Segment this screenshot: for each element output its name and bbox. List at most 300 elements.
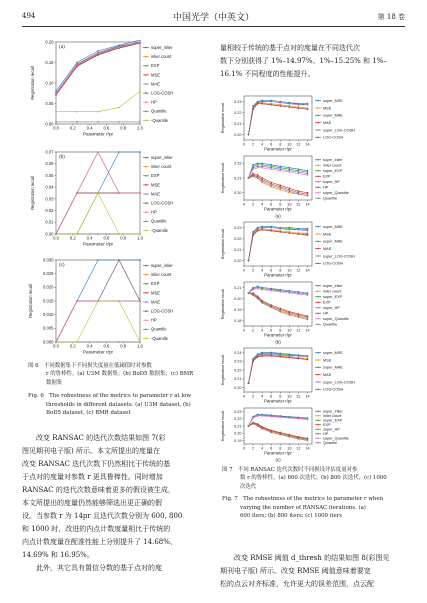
series-line (56, 91, 140, 112)
x-tick-label: 14 (305, 202, 310, 207)
x-tick-label: 0.8 (120, 343, 127, 349)
legend-marker (317, 290, 319, 292)
legend-label: super_LOG-COSH (323, 128, 355, 133)
series-line (56, 42, 140, 95)
data-point (289, 232, 291, 234)
y-axis-label: Registration recall (221, 102, 225, 134)
y-tick-label: 0.05 (45, 172, 54, 178)
data-point (139, 121, 141, 123)
data-point (118, 300, 120, 302)
data-point (55, 121, 57, 123)
body-line: 期刊电子版) 所示。改变 RMSE 阈值意味着要宽 (220, 567, 371, 575)
legend-label: HP (323, 432, 329, 437)
data-point (76, 64, 78, 66)
legend-label: HP (151, 209, 157, 215)
x-tick-label: 6 (270, 268, 273, 273)
x-axis-label: Parameter r/pr (264, 332, 292, 338)
data-point (307, 104, 309, 106)
y-tick-label: 0.05 (45, 100, 54, 106)
data-point (261, 428, 263, 430)
fig6-caption-en-line: thresholds in different datasets. (a) U3M dataset, (b) (46, 401, 191, 408)
data-point (139, 40, 141, 41)
legend-marker (317, 312, 319, 314)
series-line (56, 40, 140, 91)
legend-marker (317, 170, 319, 172)
data-point (279, 185, 281, 187)
chart-fig7c_bottom (221, 408, 349, 462)
data-point (261, 177, 263, 179)
data-point (289, 292, 291, 294)
data-point (139, 341, 141, 343)
data-point (248, 292, 250, 294)
y-axis-label: Registration recall (30, 66, 35, 100)
data-point (279, 291, 281, 293)
data-point (289, 229, 291, 231)
legend-label: MAE (151, 81, 161, 87)
data-point (270, 307, 272, 309)
series-line (56, 193, 140, 234)
legend-marker (317, 100, 319, 102)
data-point (270, 182, 272, 184)
data-point (298, 170, 300, 172)
legend-label: LOG-COSH (151, 200, 174, 206)
data-point (252, 165, 254, 167)
x-tick-label: 6 (270, 446, 273, 451)
legend-marker (317, 424, 319, 426)
legend-marker (317, 181, 319, 183)
chart-fig7c_top (221, 348, 355, 404)
data-point (76, 62, 78, 64)
legend-marker (317, 164, 319, 166)
x-tick-label: 4 (261, 202, 264, 207)
data-point (55, 111, 57, 113)
legend-marker (317, 186, 319, 188)
data-point (97, 53, 99, 55)
page-number: 494 (22, 12, 36, 20)
data-point (270, 430, 272, 432)
x-tick-label: 2 (252, 394, 255, 399)
data-point (289, 417, 291, 419)
data-point (118, 47, 120, 49)
data-point (76, 341, 78, 343)
legend-marker (317, 296, 319, 298)
data-point (55, 233, 57, 235)
y-tick-label: 0.23 (234, 99, 242, 104)
x-tick-label: 0.6 (103, 235, 110, 241)
x-tick-label: 0.8 (120, 235, 127, 241)
data-point (252, 234, 254, 236)
x-tick-label: 4 (261, 328, 264, 333)
y-axis-label: Registration recall (221, 288, 225, 320)
legend-marker (317, 115, 319, 117)
data-point (97, 121, 99, 123)
legend-label: EXP (151, 281, 160, 287)
x-axis-label: Parameter r/pr (264, 272, 292, 278)
data-point (307, 319, 309, 321)
x-tick-label: 0.6 (103, 125, 110, 131)
y-tick-label: 0.00 (45, 231, 54, 237)
data-point (257, 424, 259, 426)
series-line (56, 301, 140, 342)
legend-marker (317, 233, 319, 235)
series-line (56, 42, 140, 94)
data-point (261, 355, 263, 357)
data-point (252, 173, 254, 175)
y-tick-label: 0.06 (45, 161, 54, 167)
data-point (261, 229, 263, 231)
legend-label: super_EXP (323, 295, 343, 300)
data-point (76, 111, 78, 113)
right-top-text (220, 42, 410, 81)
legend-label: LOG-COSH (151, 308, 174, 314)
legend-label: Quantile (151, 326, 167, 332)
data-point (261, 287, 263, 289)
x-tick-label: 12 (296, 328, 301, 333)
y-tick-label: 0.22 (234, 417, 242, 422)
legend-label: HP (323, 311, 329, 316)
data-point (97, 259, 99, 261)
fig7-caption-cn-line: 数 r 的鲁棒性。(a) 600 次迭代；(b) 800 次迭代；(c) 1000 (240, 475, 387, 482)
data-point (261, 182, 263, 184)
x-tick-label: 4 (261, 268, 264, 273)
data-point (279, 228, 281, 230)
x-tick-label: 12 (296, 202, 301, 207)
body-line: 本文所提出的度量仍然能够筛选出更正确的假 (22, 499, 162, 507)
legend-marker (317, 301, 319, 303)
x-tick-label: 8 (279, 328, 282, 333)
x-tick-label: 0 (242, 268, 246, 273)
data-point (261, 415, 263, 417)
data-point (261, 163, 263, 165)
fig6-caption (28, 362, 210, 417)
legend-label: super_HP (323, 180, 340, 185)
y-axis-label: Registration recall (221, 354, 225, 386)
x-tick-label: 2 (252, 268, 255, 273)
data-point (118, 259, 120, 261)
x-tick-label: 0 (242, 394, 246, 399)
legend-label: super_inlier (151, 262, 173, 268)
y-axis-label: Registration recall (221, 162, 225, 194)
legend-marker (145, 101, 147, 103)
legend-label: super_inlier (151, 154, 173, 160)
data-point (270, 101, 272, 103)
data-point (97, 50, 99, 52)
y-tick-label: 0.21 (234, 176, 242, 181)
series-line (56, 193, 140, 234)
data-point (252, 176, 254, 178)
data-point (97, 111, 99, 113)
body-line: 此外，其它具有置信分数的基于点对的度 (36, 564, 162, 572)
body-line: 改变 RANSAC 迭代次数下仍然相比于传统的基 (22, 460, 171, 468)
legend-label: super_EXP (323, 418, 343, 423)
data-point (307, 170, 309, 172)
data-point (252, 167, 254, 169)
legend-marker (317, 437, 319, 439)
legend-marker (317, 107, 319, 109)
data-point (298, 190, 300, 192)
y-tick-label: 0.07 (45, 149, 54, 155)
x-tick-label: 4 (261, 446, 264, 451)
data-point (97, 341, 99, 343)
data-point (261, 427, 263, 429)
legend-marker (145, 92, 147, 94)
y-tick-label: 0.23 (234, 359, 242, 364)
legend-marker (145, 230, 147, 232)
data-point (298, 168, 300, 170)
data-point (270, 432, 272, 434)
series-line (56, 42, 140, 94)
legend-marker (317, 428, 319, 430)
legend-marker (145, 338, 147, 340)
x-tick-label: 8 (279, 268, 282, 273)
data-point (257, 103, 259, 105)
x-tick-label: 0.4 (86, 343, 93, 349)
data-point (139, 192, 141, 194)
legend-marker (145, 265, 147, 267)
data-point (279, 167, 281, 169)
legend-marker (317, 192, 319, 194)
legend-marker (317, 415, 319, 417)
fig7-caption-cn-line: 次迭代 (240, 483, 257, 490)
data-point (118, 341, 120, 343)
x-tick-label: 0 (242, 142, 246, 147)
data-point (307, 419, 309, 421)
y-tick-label: 0.030 (43, 257, 54, 263)
data-point (252, 423, 254, 425)
data-point (97, 192, 99, 194)
data-point (298, 437, 300, 439)
legend-marker (317, 241, 319, 243)
x-tick-label: 4 (261, 394, 264, 399)
data-point (289, 357, 291, 359)
y-tick-label: 0.20 (234, 386, 242, 390)
chart-fig6c (28, 257, 173, 354)
data-point (298, 104, 300, 106)
legend-marker (317, 381, 319, 383)
figure-7 (218, 90, 410, 462)
legend-marker (145, 274, 147, 276)
data-point (261, 167, 263, 169)
legend-label: super_Quantile (323, 317, 349, 322)
legend-marker (145, 47, 147, 49)
y-tick-label: 0.19 (234, 307, 242, 312)
legend-label: super_EXP (323, 169, 343, 174)
data-point (261, 101, 263, 103)
x-tick-label: 10 (287, 328, 292, 333)
legend-marker (317, 307, 319, 309)
y-tick-label: 0.21 (234, 377, 242, 382)
data-point (261, 165, 263, 167)
x-tick-label: 2 (252, 446, 255, 451)
data-point (76, 233, 78, 235)
series-line (249, 356, 308, 383)
x-tick-label: 10 (287, 202, 292, 207)
legend-label: MSE (323, 358, 332, 363)
data-point (76, 300, 78, 302)
x-tick-label: 0.0 (53, 125, 59, 131)
data-point (252, 360, 254, 362)
chart-fig7a_top (221, 96, 355, 152)
data-point (307, 230, 309, 232)
legend-marker (317, 255, 319, 257)
data-point (257, 165, 259, 167)
legend-label: super_Quantile (323, 191, 349, 196)
x-axis-label: Parameter r/pr (82, 131, 114, 137)
series-line (249, 356, 308, 383)
data-point (270, 227, 272, 229)
body-line: 数下分别获得了 1%–14.97%、1%–15.25% 和 1%– (220, 57, 387, 65)
data-point (289, 171, 291, 173)
legend-label: super_MSE (323, 351, 343, 356)
legend-label: super_HP (323, 427, 340, 432)
x-tick-label: 0.4 (86, 125, 93, 131)
data-point (270, 165, 272, 167)
legend-marker (145, 283, 147, 285)
data-point (261, 289, 263, 291)
legend-label: MAE (151, 191, 161, 197)
legend-label: MSE (151, 290, 161, 296)
data-point (257, 354, 259, 356)
legend-marker (145, 111, 147, 113)
y-tick-label: 0.22 (234, 236, 242, 241)
fig6-caption-en-line: Fig. 6 The robustness of the metrics to parameter r at low (28, 393, 191, 400)
legend-marker (145, 65, 147, 67)
legend-marker (317, 263, 319, 265)
legend-label: HP (151, 317, 157, 323)
data-point (76, 121, 78, 123)
legend-label: MAE (323, 247, 332, 252)
legend-marker (145, 329, 147, 331)
data-point (248, 260, 250, 262)
y-tick-label: 0.000 (43, 339, 54, 345)
data-point (298, 192, 300, 194)
data-point (270, 288, 272, 290)
series-line (56, 301, 140, 342)
data-point (270, 290, 272, 292)
y-tick-label: 0.01 (45, 219, 54, 225)
panel-label: (a) (59, 45, 65, 51)
x-tick-label: 14 (305, 142, 310, 147)
legend-label: super_LOG-COSH (323, 254, 355, 259)
legend-label: super_inlier (151, 44, 173, 50)
right-figure-area (218, 90, 410, 466)
data-point (270, 104, 272, 106)
legend-label: EXP (323, 423, 331, 428)
data-point (55, 341, 57, 343)
legend-label: -Quantile (151, 117, 168, 123)
data-point (289, 167, 291, 169)
data-point (298, 438, 300, 440)
fig6-caption-cn-line: 图 6 不同数据集下不同损失度量在低阈值时对参数 (28, 363, 152, 369)
legend-label: EXP (323, 174, 331, 179)
series-line (56, 42, 140, 93)
data-point (307, 316, 309, 318)
data-point (289, 435, 291, 437)
legend-marker (317, 129, 319, 131)
data-point (289, 355, 291, 357)
x-axis-label: Parameter r/pr (82, 241, 114, 247)
chart-fig7b_top (221, 222, 355, 278)
fig6-caption-cn-line: 数据集 (46, 379, 63, 386)
data-point (279, 102, 281, 104)
x-tick-label: 12 (296, 394, 301, 399)
data-point (257, 230, 259, 232)
y-tick-label: 0.00 (45, 121, 54, 127)
x-tick-label: 14 (305, 394, 310, 399)
x-tick-label: 10 (287, 268, 292, 273)
data-point (307, 173, 309, 175)
y-tick-label: 0.18 (234, 318, 242, 323)
legend-label: EXP (151, 63, 160, 69)
x-tick-label: 0.2 (69, 125, 76, 131)
data-point (261, 180, 263, 182)
x-tick-label: 0.0 (53, 235, 59, 241)
data-point (261, 353, 263, 355)
x-tick-label: 12 (296, 142, 301, 147)
data-point (270, 230, 272, 232)
volume-label: 第 18 卷 (377, 13, 405, 21)
data-point (298, 229, 300, 231)
data-point (252, 174, 254, 176)
data-point (252, 294, 254, 296)
left-body-text (22, 432, 212, 575)
body-line: 和 1000 时，改进的内点计数度量相比于传统的 (22, 525, 171, 533)
legend-marker (145, 301, 147, 303)
legend-marker (317, 137, 319, 139)
data-point (270, 168, 272, 170)
legend-marker (317, 359, 319, 361)
x-tick-label: 0.2 (69, 343, 76, 349)
legend-label: Quantile (151, 108, 167, 114)
y-tick-label: 0.010 (43, 312, 54, 318)
data-point (257, 288, 259, 290)
data-point (252, 108, 254, 110)
data-point (289, 192, 291, 194)
data-point (279, 165, 281, 167)
legend-marker (317, 410, 319, 412)
body-line: 改变 RMSE 阈值 d_thresh 的结果如图 8(彩图见 (234, 554, 390, 562)
y-tick-label: 0.020 (43, 284, 54, 290)
x-tick-label: 2 (252, 202, 255, 207)
data-point (257, 164, 259, 166)
data-point (298, 355, 300, 357)
chart-fig6a (30, 40, 173, 136)
legend-label: MAE (323, 373, 332, 378)
legend-label: LOG-COSH (323, 387, 344, 392)
data-point (279, 434, 281, 436)
data-point (139, 151, 141, 153)
data-point (307, 108, 309, 110)
x-tick-label: 8 (279, 142, 282, 147)
data-point (139, 233, 141, 235)
legend-label: EXP (323, 300, 331, 305)
legend-label: inlier count (323, 289, 342, 294)
data-point (252, 232, 254, 234)
legend-marker (145, 292, 147, 294)
body-line: 于点对的度量对参数 r 更具鲁棒性。同时增加 (22, 473, 163, 481)
x-tick-label: 10 (287, 394, 292, 399)
data-point (307, 294, 309, 296)
data-point (118, 233, 120, 235)
x-tick-label: 1.0 (137, 125, 143, 131)
x-tick-label: 12 (296, 268, 301, 273)
legend-label: Quantile (151, 218, 167, 224)
y-tick-label: 0.21 (234, 247, 242, 252)
data-point (279, 309, 281, 311)
data-point (252, 168, 254, 170)
series-line (56, 301, 140, 342)
left-column (22, 40, 212, 364)
